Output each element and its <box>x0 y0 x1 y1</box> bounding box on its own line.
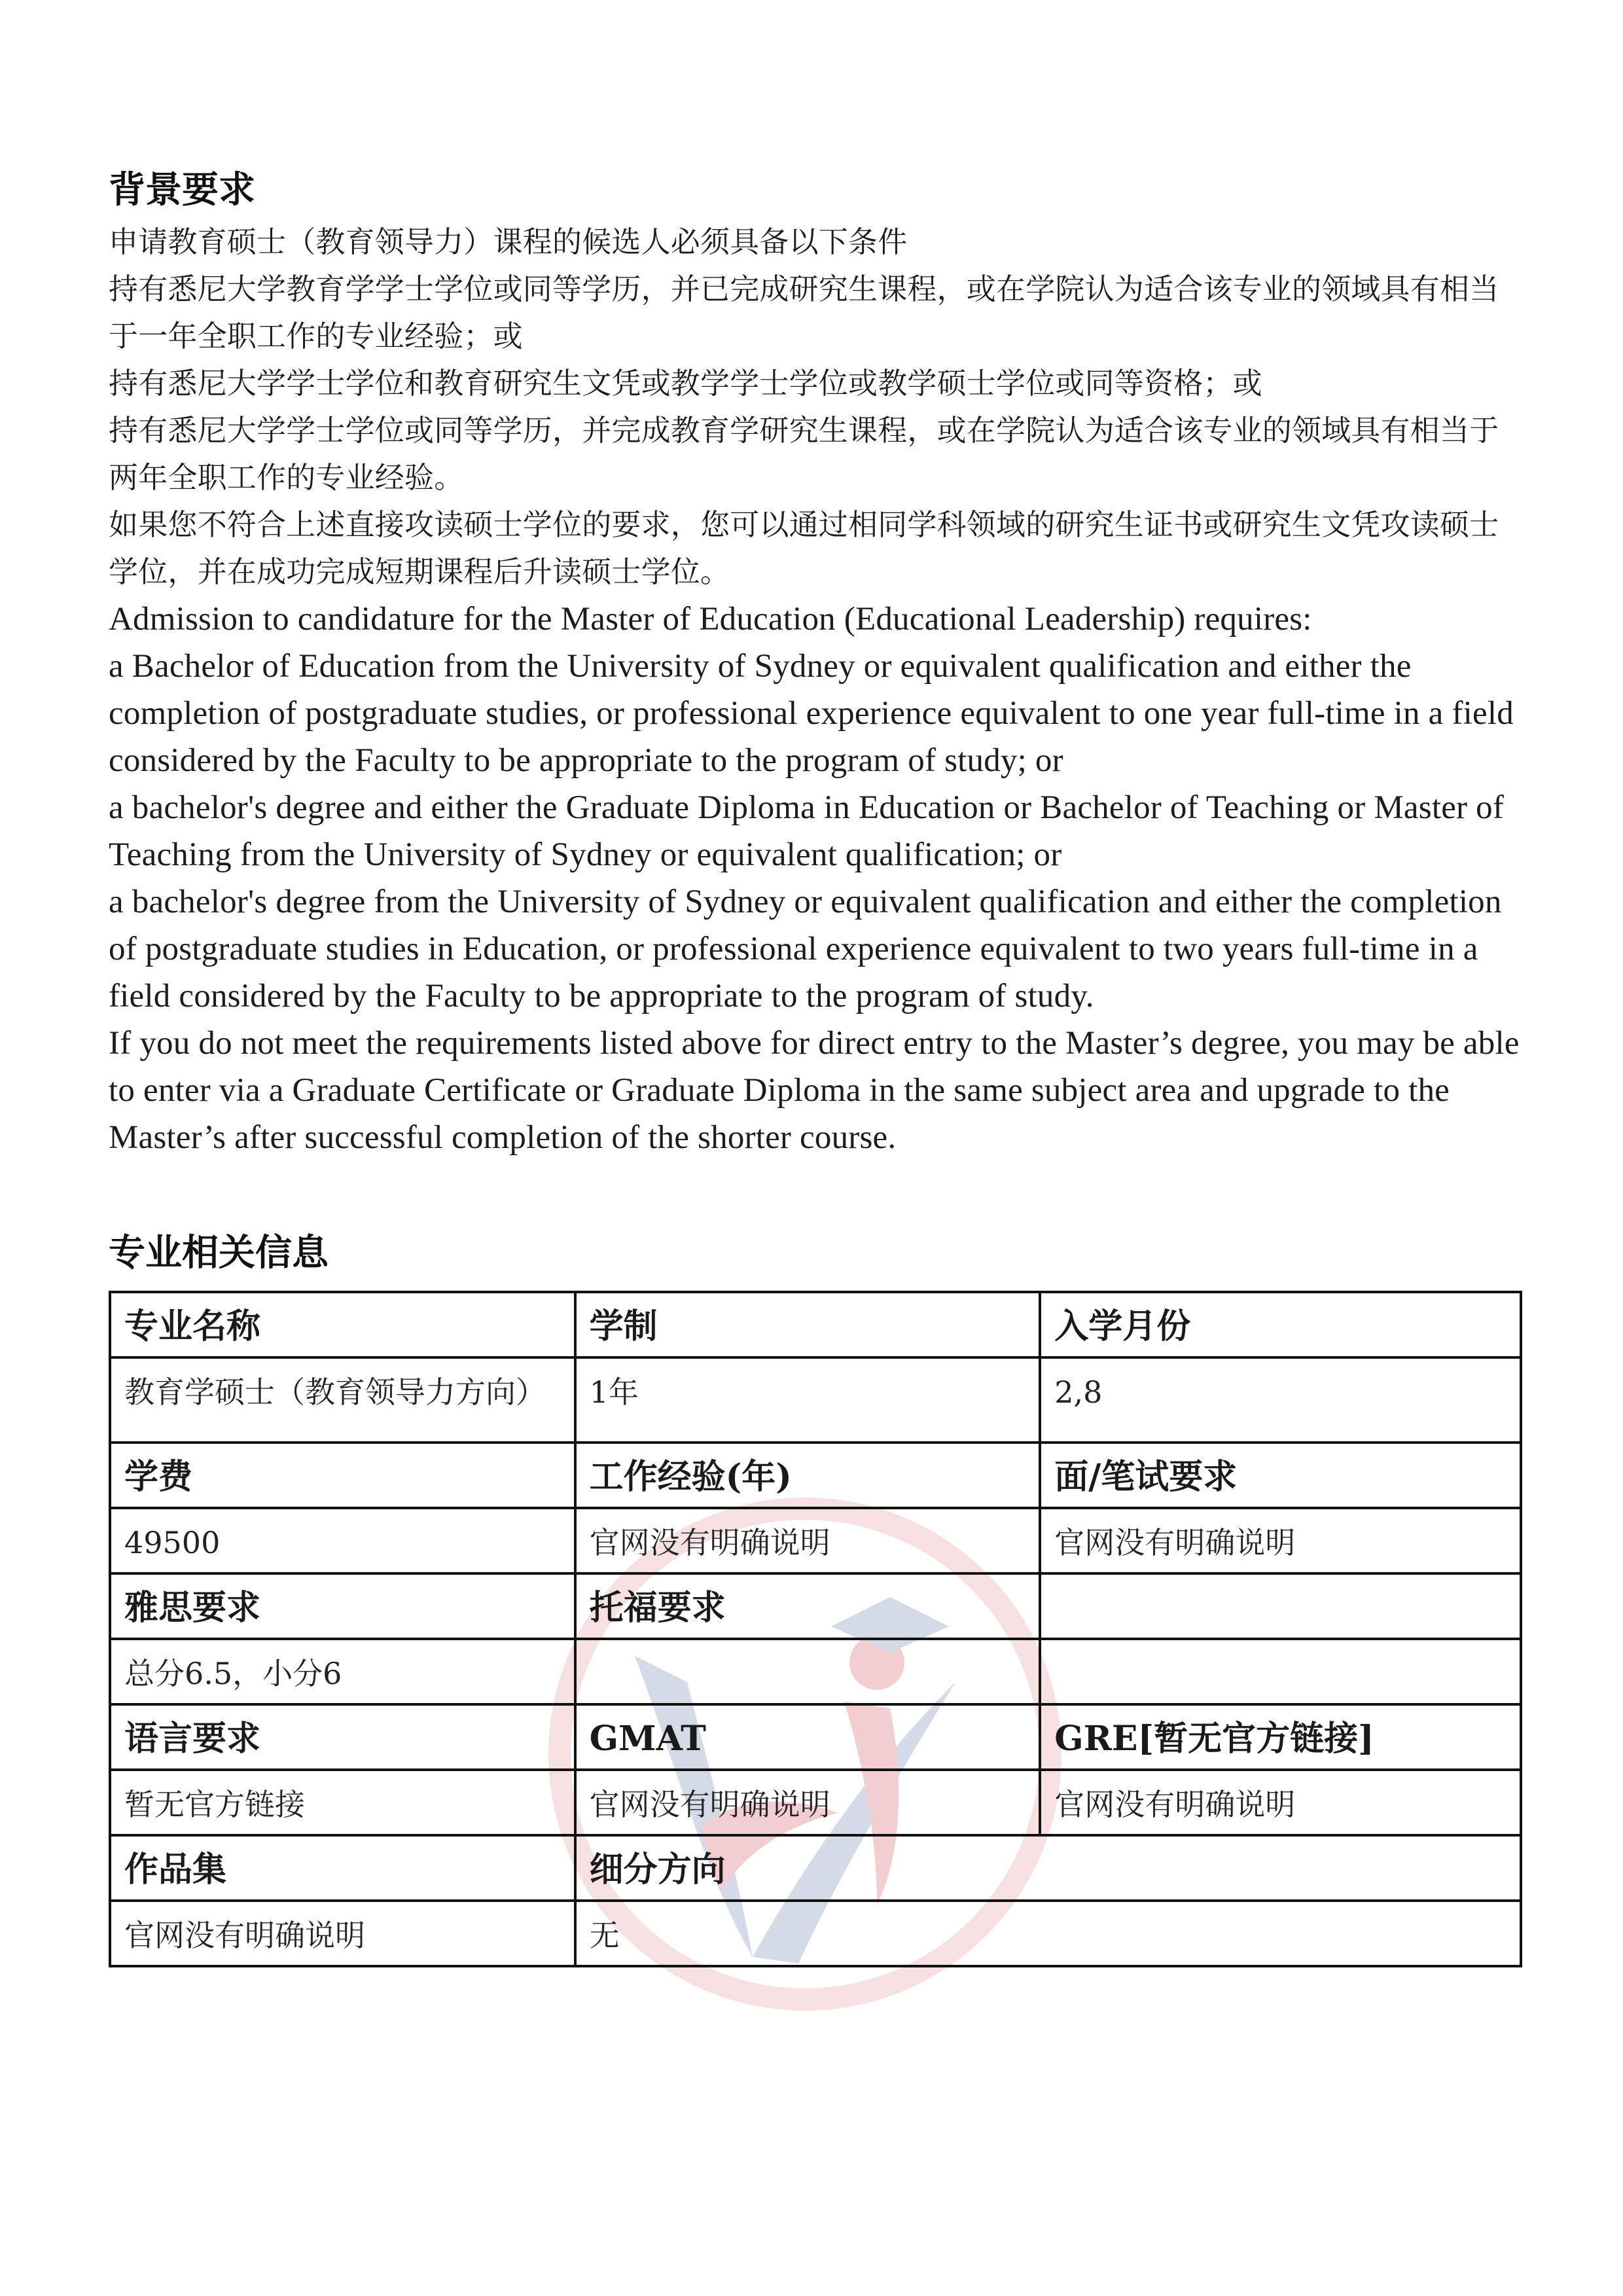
table-value-cell: 官网没有明确说明 <box>110 1901 575 1966</box>
table-header-cell: 学制 <box>575 1292 1041 1357</box>
zh-paragraph-4: 持有悉尼大学学士学位或同等学历，并完成教育学研究生课程，或在学院认为适合该专业的领域具有相当于两年全职工作的专业经验。 <box>109 413 1499 495</box>
table-value-cell <box>575 1639 1041 1704</box>
en-paragraph-2: a Bachelor of Education from the University of Sydney or equivalent qualification and either the completion of postgraduate studies, or professional experience equivalent to one year full-time in a field considered by the Faculty to be appropriate to the program of study; or <box>109 648 1514 779</box>
zh-paragraph-1: 申请教育硕士（教育领导力）课程的候选人必须具备以下条件 <box>109 224 908 259</box>
en-paragraph-4: a bachelor's degree from the University of Sydney or equivalent qualification and either the completion of postgraduate studies in Education, or professional experience equivalent to two years full-time in a field considered by the Faculty to be appropriate to the program of study. <box>109 884 1502 1014</box>
table-value-row <box>110 1639 1521 1704</box>
table-value-cell: 49500 <box>110 1508 575 1573</box>
table-value-cell: 1年 <box>575 1357 1041 1443</box>
table-value-cell: 官网没有明确说明 <box>1040 1770 1521 1835</box>
table-value-cell: 教育学硕士（教育领导力方向） <box>110 1357 575 1443</box>
table-value-cell: 暂无官方链接 <box>110 1770 575 1835</box>
program-info-heading: 专业相关信息 <box>109 1231 329 1274</box>
en-paragraph-1: Admission to candidature for the Master of Education (Educational Leadership) requires: <box>109 601 1312 637</box>
table-header-row <box>110 1704 1521 1770</box>
en-paragraph-3: a bachelor's degree and either the Graduate Diploma in Education or Bachelor of Teaching or Master of Teaching from the University of Sydney or equivalent qualification; or <box>109 789 1505 873</box>
table-value-cell: 官网没有明确说明 <box>575 1770 1041 1835</box>
table-header-row <box>110 1443 1521 1508</box>
table-header-cell: 面/笔试要求 <box>1040 1443 1521 1508</box>
table-header-row <box>110 1573 1521 1639</box>
table-value-cell: 官网没有明确说明 <box>1040 1508 1521 1573</box>
table-value-cell: 总分6.5，小分6 <box>110 1639 575 1704</box>
table-header-cell: 雅思要求 <box>110 1573 575 1639</box>
zh-paragraph-2: 持有悉尼大学教育学学士学位或同等学历，并已完成研究生课程，或在学院认为适合该专业的领域具有相当于一年全职工作的专业经验；或 <box>109 272 1499 353</box>
table-header-cell: GRE[暂无官方链接] <box>1040 1704 1521 1770</box>
table-header-cell: 专业名称 <box>110 1292 575 1357</box>
table-value-cell <box>1040 1639 1521 1704</box>
table-header-cell: 托福要求 <box>575 1573 1041 1639</box>
table-header-cell: 工作经验(年) <box>575 1443 1041 1508</box>
table-value-row <box>110 1357 1521 1443</box>
table-value-cell: 官网没有明确说明 <box>575 1508 1041 1573</box>
zh-paragraph-3: 持有悉尼大学学士学位和教育研究生文凭或教学学士学位或教学硕士学位或同等资格；或 <box>109 366 1262 401</box>
table-header-cell: 学费 <box>110 1443 575 1508</box>
table-header-cell <box>1040 1573 1521 1639</box>
table-header-cell: 语言要求 <box>110 1704 575 1770</box>
table-header-cell: 细分方向 <box>575 1835 1521 1901</box>
document-page <box>109 164 1522 1967</box>
program-info-section <box>109 1227 1522 1967</box>
program-info-table <box>109 1291 1522 1967</box>
table-value-row <box>110 1770 1521 1835</box>
en-paragraph-5: If you do not meet the requirements listed above for direct entry to the Master’s degree, you may be able to enter via a Graduate Certificate or Graduate Diploma in the same subject area and upgrade to the Master’s after successful completion of the shorter course. <box>109 1025 1520 1156</box>
table-value-cell: 2,8 <box>1040 1357 1521 1443</box>
table-header-cell: 作品集 <box>110 1835 575 1901</box>
table-value-row <box>110 1901 1521 1966</box>
zh-paragraph-5: 如果您不符合上述直接攻读硕士学位的要求，您可以通过相同学科领域的研究生证书或研究生文凭攻读硕士学位，并在成功完成短期课程后升读硕士学位。 <box>109 507 1499 589</box>
table-header-row <box>110 1292 1521 1357</box>
table-value-cell: 无 <box>575 1901 1521 1966</box>
background-heading: 背景要求 <box>109 168 255 211</box>
table-header-cell: GMAT <box>575 1704 1041 1770</box>
table-header-row <box>110 1835 1521 1901</box>
table-header-cell: 入学月份 <box>1040 1292 1521 1357</box>
table-value-row <box>110 1508 1521 1573</box>
